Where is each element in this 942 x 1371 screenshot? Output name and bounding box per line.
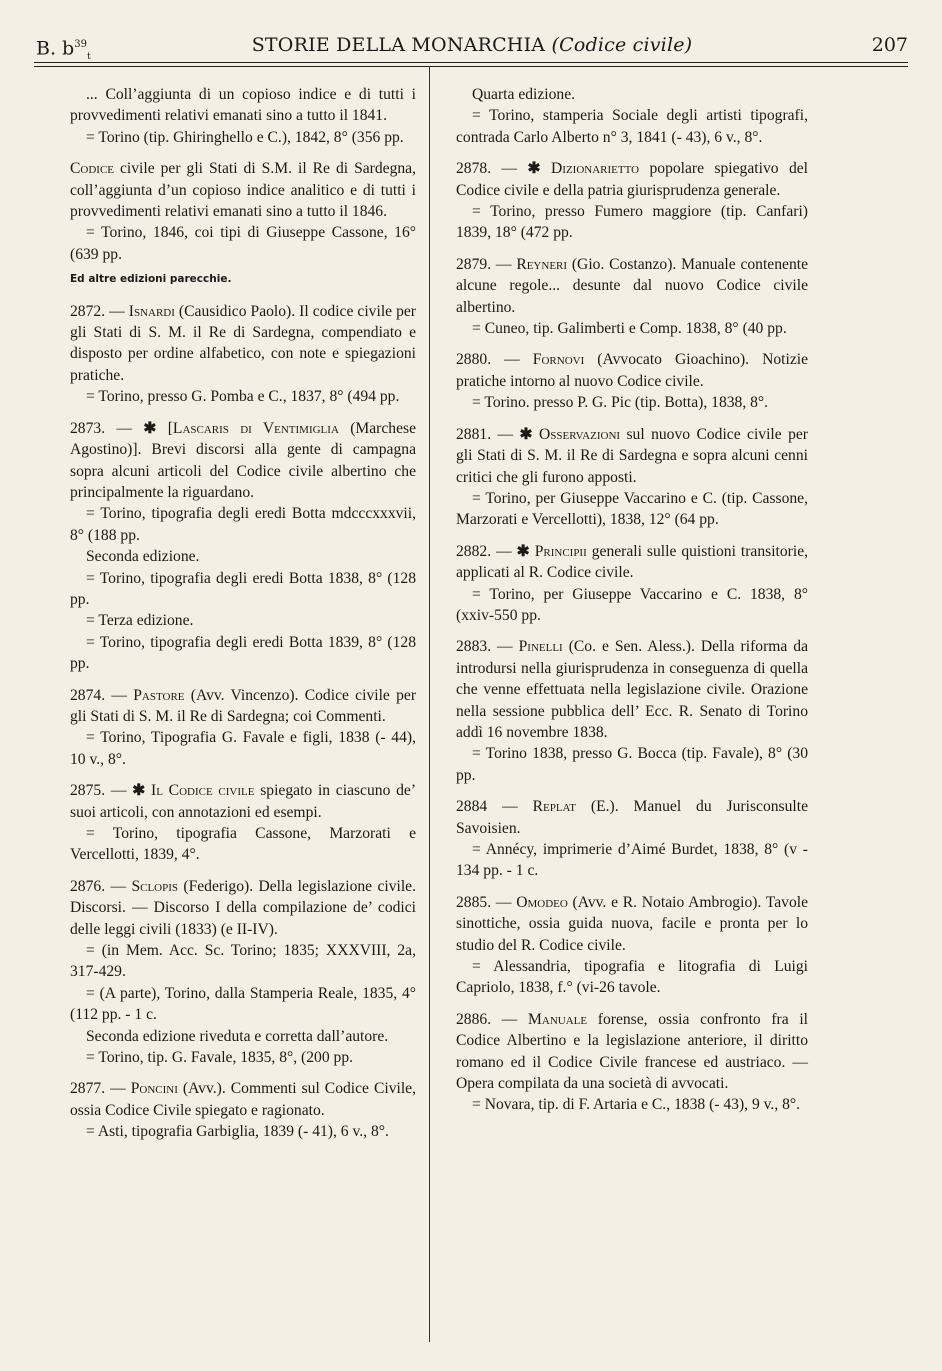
running-title: STORIE DELLA MONARCHIA (Codice civile) xyxy=(251,34,693,56)
entry-number: 2879. xyxy=(456,255,492,273)
editorial-note: Ed altre edizioni parecchie. xyxy=(70,273,232,286)
entry-detail: Quarta edizione. xyxy=(472,86,576,103)
entry-number: 2874. xyxy=(70,686,106,704)
signature-mark: B. $b^{39}_t$ xyxy=(36,37,91,63)
entry-detail: = Asti, tipografia Garbiglia, 1839 (- 41), 6 v., 8°. xyxy=(86,1123,389,1141)
entry-author: Osservazioni xyxy=(538,425,621,443)
entry-text: (E.). Manuel du Jurisconsulte Savoisien. xyxy=(456,798,808,837)
bibliography-entry: 2881. — ✱ Osservazioni sul nuovo Codice civile per gli Stati di S. M. il Re di Sardegna e sopra alcuni cenni critici che gli furono apposti. xyxy=(456,425,808,486)
entry-author: Poncini xyxy=(130,1080,178,1098)
entry-number: 2883. xyxy=(456,638,492,656)
entry-author: Codice xyxy=(70,160,115,178)
entry-text: sul nuovo Codice civile per gli Stati di S. M. il Re di Sardegna e sopra alcuni cenni critici che gli furono apposti. xyxy=(456,425,808,486)
bibliography-entry: 2884 — Replat (E.). Manuel du Jurisconsulte Savoisien. xyxy=(456,798,808,837)
entry-text: popolare spiegativo del Codice civile e della patria giurisprudenza generale. xyxy=(456,160,808,199)
left-column xyxy=(70,84,416,1143)
entry-number: 2877. xyxy=(70,1080,106,1098)
bibliography-entry: 2873. — ✱ [Lascaris di Ventimiglia (Marchese Agostino)]. Brevi discorsi alla gente di campagna sopra alcuni articoli del Codice civile albertino che principalmente la riguardano. xyxy=(70,419,417,501)
entry-detail: = Torino. presso P. G. Pic (tip. Botta), 1838, 8°. xyxy=(472,394,769,412)
entry-number: 2886. xyxy=(456,1010,492,1028)
asterisk-mark: ✱ xyxy=(143,419,157,437)
bibliography-entry: 2883. — Pinelli (Co. e Sen. Aless.). Della riforma da introdursi nella giurisprudenza in conseguenza di quella che venne effettuata nella legislazione civile. Orazione nella sessione pubblica dell’ Ecc. R. Senato di Torino addì 16 novembre 1838. xyxy=(456,638,808,741)
entry-detail: Seconda edizione. xyxy=(86,548,200,566)
entry-number: 2884 xyxy=(456,798,488,816)
entry-number: 2872. xyxy=(70,302,106,320)
entry-detail: = Torino, tipografia degli eredi Botta 1839, 8° (128 pp. xyxy=(70,633,416,673)
header-rule xyxy=(34,62,908,63)
entry-number: 2873. xyxy=(70,419,106,437)
asterisk-mark: ✱ xyxy=(527,160,541,178)
asterisk-mark: ✱ xyxy=(132,782,146,800)
entry-detail: = Annécy, imprimerie d’Aimé Burdet, 1838, 8° (v - 134 pp. - 1 c. xyxy=(456,841,808,880)
entry-text: (Marchese Agostino)]. Brevi discorsi alla gente di campagna sopra alcuni articoli del Codice civile albertino che principalmente la riguardano. xyxy=(70,419,417,501)
asterisk-mark: ✱ xyxy=(516,542,530,560)
asterisk-mark: ✱ xyxy=(519,425,533,443)
entry-author: Isnardi xyxy=(128,302,175,320)
entry-detail: Seconda edizione riveduta e corretta dall’autore. xyxy=(86,1027,389,1045)
entry-detail: = Torino (tip. Ghiringhello e C.), 1842, 8° (356 pp. xyxy=(86,128,404,146)
entry-author: Sclopis xyxy=(131,877,179,895)
header-rule-lower xyxy=(34,66,908,67)
bibliography-entry: 2886. — Manuale forense, ossia confronto fra il Codice Albertino e la legislazione anteriore, il diritto romano ed il Codice Civile francese ed austriaco. — Opera compilata da una società di avvocati. xyxy=(456,1010,808,1093)
entry-number: 2878. xyxy=(456,160,492,178)
entry-number: 2885. xyxy=(456,893,492,911)
entry-detail: = Torino, presso G. Pomba e C., 1837, 8° (494 pp. xyxy=(86,388,400,406)
entry-text: (Avv. e R. Notaio Ambrogio). Tavole sinottiche, ossia guida nuova, facile e pronta per lo studio del R. Codice civile. xyxy=(456,893,809,954)
entry-number: 2875. xyxy=(70,782,106,800)
entry-author: Manuale xyxy=(528,1010,588,1028)
entry-author: [Lascaris di Ventimiglia xyxy=(167,419,339,437)
entry-author: Pastore xyxy=(133,686,185,704)
bibliography-entry: 2877. — Poncini (Avv.). Commenti sul Codice Civile, ossia Codice Civile spiegato e ragionato. xyxy=(70,1080,416,1119)
bibliography-entry: 2872. — Isnardi (Causidico Paolo). Il codice civile per gli Stati di S. M. il Re di Sardegna, compendiato e disposto per ordine alfabetico, con note e spiegazioni pratiche. xyxy=(70,302,417,384)
entry-author: Replat xyxy=(532,798,576,816)
entry-detail: = Torino, 1846, coi tipi di Giuseppe Cassone, 16° (639 pp. xyxy=(70,224,416,263)
right-column xyxy=(456,84,808,1116)
entry-author: Il Codice civile xyxy=(151,782,255,800)
entry-number: 2880. xyxy=(456,351,492,369)
entry-text: (Co. e Sen. Aless.). Della riforma da introdursi nella giurisprudenza in conseguenza di quella che venne effettuata nella legislazione civile. Orazione nella sessione pubblica dell’ Ecc. R. Senato di Torino addì 16 novembre 1838. xyxy=(456,638,808,741)
entry-detail: = Torino, tipografia Cassone, Marzorati e Vercellotti, 1839, 4°. xyxy=(70,825,416,864)
entry-detail: = Torino, Tipografia G. Favale e figli, 1838 (- 44), 10 v., 8°. xyxy=(70,729,416,768)
entry-author: Fornovi xyxy=(532,351,585,369)
entry-detail: = (A parte), Torino, dalla Stamperia Reale, 1835, 4° (112 pp. - 1 c. xyxy=(70,984,416,1024)
entry-detail: = Torino, tipografia degli eredi Botta 1838, 8° (128 pp. xyxy=(70,569,416,608)
entry-detail: = (in Mem. Acc. Sc. Torino; 1835; XXXVIII, 2a, 317-429. xyxy=(70,942,416,981)
bibliography-entry: 2875. — ✱ Il Codice civile spiegato in ciascuno de’ suoi articoli, con annotazioni ed esempi. xyxy=(70,782,417,821)
entry-text: (Avvocato Gioachino). Notizie pratiche intorno al nuovo Codice civile. xyxy=(456,351,808,390)
entry-detail: = Novara, tip. di F. Artaria e C., 1838 (- 43), 9 v., 8°. xyxy=(472,1096,801,1114)
entry-text: (Avv.). Commenti sul Codice Civile, ossia Codice Civile spiegato e ragionato. xyxy=(70,1080,416,1119)
entry-text: (Federigo). Della legislazione civile. Discorsi. — Discorso I della compilazione de’ codici delle leggi civili (1833) (e II-IV). xyxy=(70,877,416,938)
page-number: 207 xyxy=(871,34,908,56)
bibliography-entry: 2874. — Pastore (Avv. Vincenzo). Codice civile per gli Stati di S. M. il Re di Sardegna; coi Commenti. xyxy=(70,686,417,725)
entry-detail: = Torino, tip. G. Favale, 1835, 8°, (200 pp. xyxy=(86,1049,354,1067)
page-header xyxy=(36,30,908,63)
entry-number: 2876. xyxy=(70,877,106,895)
entry-text: spiegato in ciascuno de’ suoi articoli, con annotazioni ed esempi. xyxy=(70,782,417,821)
column-divider xyxy=(429,66,430,1342)
bibliography-entry: 2878. — ✱ Dizionarietto popolare spiegativo del Codice civile e della patria giurisprudenza generale. xyxy=(456,160,808,199)
bibliography-entry: 2879. — Reyneri (Gio. Costanzo). Manuale contenente alcune regole... desunte dal nuovo Codice civile albertino. xyxy=(456,255,808,316)
entry-author: Pinelli xyxy=(518,638,563,656)
entry-number: 2881. xyxy=(456,425,492,443)
bibliography-entry: 2876. — Sclopis (Federigo). Della legislazione civile. Discorsi. — Discorso I della compilazione de’ codici delle leggi civili (1833) (e II-IV). xyxy=(70,877,416,938)
entry-detail: = Torino, tipografia degli eredi Botta mdcccxxxvii, 8° (188 pp. xyxy=(70,505,416,544)
entry-detail: = Alessandria, tipografia e litografia di Luigi Capriolo, 1838, f.° (vi-26 tavole. xyxy=(456,958,808,997)
entry-detail: = Torino 1838, presso G. Bocca (tip. Favale), 8° (30 pp. xyxy=(456,745,808,784)
entry-text: civile per gli Stati di S.M. il Re di Sardegna, coll’aggiunta d’un copioso indice analitico e di tutti i provvedimenti relativi emanati sino a tutto il 1846. xyxy=(70,160,416,221)
entry-author: Reyneri xyxy=(516,255,568,273)
entry-detail: = Torino, presso Fumero maggiore (tip. Canfari) 1839, 18° (472 pp. xyxy=(456,203,808,242)
entry-author: Omodeo xyxy=(516,893,568,911)
entry-detail: = Torino, stamperia Sociale degli artisti tipografi, contrada Carlo Alberto n° 3, 1841 (- 43), 6 v., 8°. xyxy=(456,107,808,146)
entry-text: forense, ossia confronto fra il Codice Albertino e la legislazione anteriore, il diritto romano ed il Codice Civile francese ed austriaco. — Opera compilata da una società di avvocati. xyxy=(456,1010,808,1093)
entry-number: 2882. xyxy=(456,542,492,560)
entry-detail: = Torino, per Giuseppe Vaccarino e C. 1838, 8° (xxiv-550 pp. xyxy=(456,585,808,624)
entry-detail: ... Coll’aggiunta di un copioso indice e di tutti i provvedimenti relativi emanati sino a tutto il 1841. xyxy=(70,86,416,125)
entry-text: generali sulle quistioni transitorie, applicati al R. Codice civile. xyxy=(456,542,809,582)
bibliography-entry: 2882. — ✱ Principii generali sulle quistioni transitorie, applicati al R. Codice civile. xyxy=(456,542,809,582)
entry-author: Dizionarietto xyxy=(551,160,640,178)
entry-text: (Avv. Vincenzo). Codice civile per gli Stati di S. M. il Re di Sardegna; coi Commenti. xyxy=(70,686,417,725)
entry-detail: = Cuneo, tip. Galimberti e Comp. 1838, 8° (40 pp. xyxy=(472,320,787,338)
bibliography-entry: 2885. — Omodeo (Avv. e R. Notaio Ambrogio). Tavole sinottiche, ossia guida nuova, facile e pronta per lo studio del R. Codice civile. xyxy=(456,893,809,954)
entry-author: Principii xyxy=(534,542,587,560)
bibliography-entry: 2880. — Fornovi (Avvocato Gioachino). Notizie pratiche intorno al nuovo Codice civile. xyxy=(456,351,808,390)
entry-text: (Causidico Paolo). Il codice civile per gli Stati di S. M. il Re di Sardegna, compendiato e disposto per ordine alfabetico, con note e spiegazioni pratiche. xyxy=(70,302,417,384)
bibliography-entry xyxy=(70,158,416,222)
entry-detail: = Torino, per Giuseppe Vaccarino e C. (tip. Cassone, Marzorati e Vercellotti), 1838, 12° (64 pp. xyxy=(456,489,808,529)
entry-text: (Gio. Costanzo). Manuale contenente alcune regole... desunte dal nuovo Codice civile albertino. xyxy=(456,255,808,316)
entry-detail: = Terza edizione. xyxy=(86,612,194,630)
